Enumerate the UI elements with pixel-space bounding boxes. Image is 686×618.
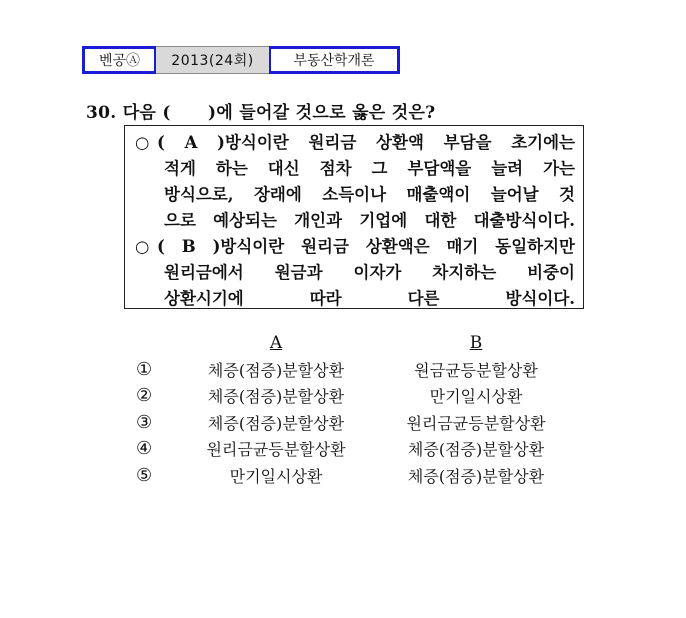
passage-line-text: ( A )방식이란 원리금 상환액 부담을 초기에는 bbox=[157, 133, 575, 152]
bullet-icon: ○ bbox=[135, 237, 150, 256]
choice-a-value: 체증(점증)분할상환 bbox=[207, 413, 345, 433]
choice-option-3[interactable] bbox=[130, 409, 590, 436]
choice-number: ③ bbox=[136, 411, 153, 433]
choice-number: ② bbox=[136, 385, 153, 407]
choice-b-value: 체증(점증)분할상환 bbox=[407, 440, 545, 460]
choices-header bbox=[130, 330, 590, 356]
choice-number: ⑤ bbox=[136, 464, 153, 486]
column-b-label: B bbox=[469, 333, 483, 353]
answer-choices bbox=[130, 330, 590, 489]
passage-line: 상환시기에 따라 다른 방식이다. bbox=[164, 289, 575, 308]
choice-number: ① bbox=[136, 358, 153, 380]
choice-b-value: 원금균등분할상환 bbox=[414, 360, 538, 380]
passage-line: 방식으로, 장래에 소득이나 매출액이 늘어날 것 bbox=[164, 185, 575, 204]
passage-box bbox=[124, 125, 584, 309]
choice-option-1[interactable] bbox=[130, 356, 590, 383]
column-b-header bbox=[376, 333, 576, 353]
exam-header bbox=[82, 46, 400, 74]
passage-line: 으로 예상되는 개인과 기업에 대한 대출방식이다. bbox=[164, 211, 575, 230]
choice-b-value: 만기일시상환 bbox=[429, 387, 523, 407]
passage-line bbox=[135, 130, 575, 156]
choice-a-value: 원리금균등분할상환 bbox=[206, 440, 346, 460]
passage-line: 원리금에서 원금과 이자가 차지하는 비중이 bbox=[164, 263, 575, 282]
choice-option-4[interactable] bbox=[130, 436, 590, 463]
choice-a-value: 체증(점증)분할상환 bbox=[207, 360, 345, 380]
choice-a-value: 체증(점증)분할상환 bbox=[207, 387, 345, 407]
question-text: 30. 다음 ( )에 들어갈 것으로 옳은 것은? bbox=[86, 103, 436, 123]
exam-year-text: 2013(24회) bbox=[171, 53, 254, 69]
passage-line bbox=[135, 234, 575, 260]
exam-year bbox=[156, 46, 269, 74]
passage-line: 적게 하는 대신 점차 그 부담액을 늘려 가는 bbox=[164, 159, 575, 178]
column-a-header bbox=[176, 333, 376, 353]
choice-b-value: 원리금균등분할상환 bbox=[406, 413, 546, 433]
choice-number: ④ bbox=[136, 438, 153, 460]
exam-tag: 벤공Ⓐ bbox=[82, 46, 156, 74]
column-a-label: A bbox=[269, 333, 283, 353]
choice-a-value: 만기일시상환 bbox=[229, 466, 323, 486]
choice-option-5[interactable] bbox=[130, 462, 590, 489]
exam-subject: 부동산학개론 bbox=[269, 46, 400, 74]
choice-b-value: 체증(점증)분할상환 bbox=[407, 466, 545, 486]
bullet-icon: ○ bbox=[135, 133, 150, 152]
passage-line-text: ( B )방식이란 원리금 상환액은 매기 동일하지만 bbox=[157, 237, 575, 256]
choice-option-2[interactable] bbox=[130, 383, 590, 410]
